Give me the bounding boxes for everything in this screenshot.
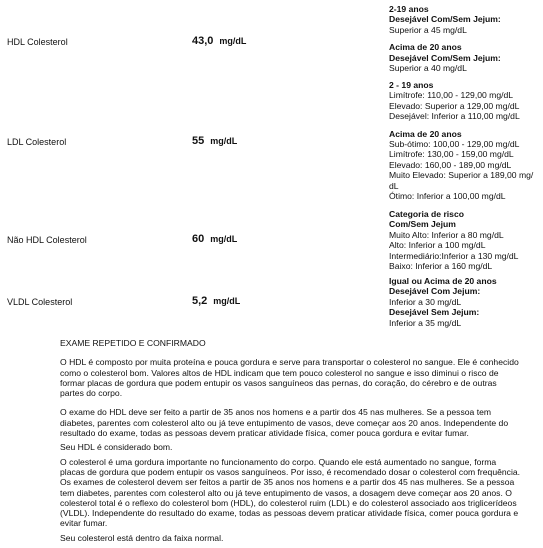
test-result-hdl [192,35,246,47]
ref-heading: Desejável Com/Sem Jejum: [389,52,501,63]
ref-heading: 2-19 anos [389,4,429,14]
ref-heading: Desejável Com/Sem Jejum: [389,14,501,25]
ref-line: Intermediário:Inferior a 130 mg/dL [389,250,519,261]
ref-line: Muito Alto: Inferior a 80 mg/dL [389,229,504,240]
test-unit-ldl: mg/dL [210,136,238,146]
reference-ldl [389,80,539,201]
ref-heading: Desejável Com Jejum: [389,286,481,297]
test-unit-vldl: mg/dL [213,296,241,306]
notes-paragraph-hdl-info: O HDL é composto por muita proteína e pouca gordura e serve para transportar o colesterol no sangue. Ele é conhecido como o colesterol bom. Valores altos de HDL indicam que tem pouco colesterol no sangue e isso diminui o risco de formar placas de gordura que podem entupir os vasos sanguíneos das pernas, do coração, do cérebro e de outras partes do corpo. [60,357,519,399]
ref-line: Inferior a 35 mg/dL [389,317,462,328]
ref-heading: Acima de 20 anos [389,128,462,139]
test-result-vldl [192,295,240,307]
notes-section [60,338,522,543]
ref-line: Alto: Inferior a 100 mg/dL [389,240,486,251]
ref-line: Sub-ótimo: 100,00 - 129,00 mg/dL [389,139,520,150]
test-unit-hdl: mg/dL [219,36,247,46]
ref-line: Ótimo: Inferior a 100,00 mg/dL [389,191,506,202]
notes-paragraph-hdl-exam: O exame do HDL deve ser feito a partir de 35 anos nos homens e a partir dos 45 nas mulheres. Se a pessoa tem diabetes, parentes com colesterol alto ou já teve entupimento de vasos, deve começar aos 20 anos. Independente do resultado do exame, todas as pessoas devem praticar atividade física, comer pouca gordura e evitar fumar. [60,407,509,439]
test-name-hdl: HDL Colesterol [7,37,68,47]
ref-line: Inferior a 30 mg/dL [389,296,462,307]
ref-heading: Categoria de risco [389,209,464,219]
test-value-hdl: 43,0 [192,35,214,47]
test-name-ldl: LDL Colesterol [7,137,67,147]
test-value-vldl: 5,2 [192,295,208,307]
ref-heading: Com/Sem Jejum [389,219,456,230]
ref-line: dL [389,180,399,191]
reference-hdl [389,4,539,73]
ref-line: Muito Elevado: Superior a 189,00 mg/ [389,170,534,181]
ref-line: Desejável: Inferior a 110,00 mg/dL [389,111,520,122]
test-name-vldl: VLDL Colesterol [7,297,73,307]
ref-line: Limítrofe: 130,00 - 159,00 mg/dL [389,149,514,160]
ref-line: Superior a 40 mg/dL [389,63,467,74]
test-value-nao-hdl: 60 [192,233,205,245]
notes-cholesterol-conclusion: Seu colesterol está dentro da faixa normal. [60,532,224,543]
test-name-nao-hdl: Não HDL Colesterol [7,235,87,245]
test-result-ldl [192,135,237,147]
ref-line: Limítrofe: 110,00 - 129,00 mg/dL [389,90,514,101]
notes-hdl-conclusion: Seu HDL é considerado bom. [60,442,173,453]
ref-heading: Acima de 20 anos [389,42,462,53]
test-value-ldl: 55 [192,135,205,147]
test-unit-nao-hdl: mg/dL [210,234,238,244]
test-result-nao-hdl [192,233,237,245]
reference-vldl [389,276,539,328]
notes-paragraph-cholesterol: O colesterol é uma gordura importante no funcionamento do corpo. Quando ele está aumentado no sangue, forma placas de gordura que podem entupir os vasos sanguíneos. Por isso, é recomendado dosar o colesterol com frequência. Os exames de colesterol devem ser feitos a partir de 35 anos nos homens e a partir dos 45 nas mulheres. Se a pessoa tem diabetes, parentes com colesterol alto ou já teve entupimento de vasos, a dosagem deve começar aos 20 anos. O colesterol total é o reflexo do colesterol bom (HDL), do colesterol ruim (LDL) e do colesterol associado aos triglicerídeos (VLDL). Independente do resultado do exame, todas as pessoas devem praticar atividade física, comer pouca gordura e evitar fumar. [60,456,521,529]
reference-nao-hdl [389,209,539,271]
ref-heading: 2 - 19 anos [389,80,434,90]
ref-heading: Igual ou Acima de 20 anos [389,276,497,286]
ref-line: Elevado: Superior a 129,00 mg/dL [389,100,520,111]
ref-line: Elevado: 160,00 - 189,00 mg/dL [389,159,512,170]
notes-title: EXAME REPETIDO E CONFIRMADO [60,338,206,348]
ref-line: Baixo: Inferior a 160 mg/dL [389,261,493,272]
ref-line: Superior a 45 mg/dL [389,24,467,35]
ref-heading: Desejável Sem Jejum: [389,307,480,318]
